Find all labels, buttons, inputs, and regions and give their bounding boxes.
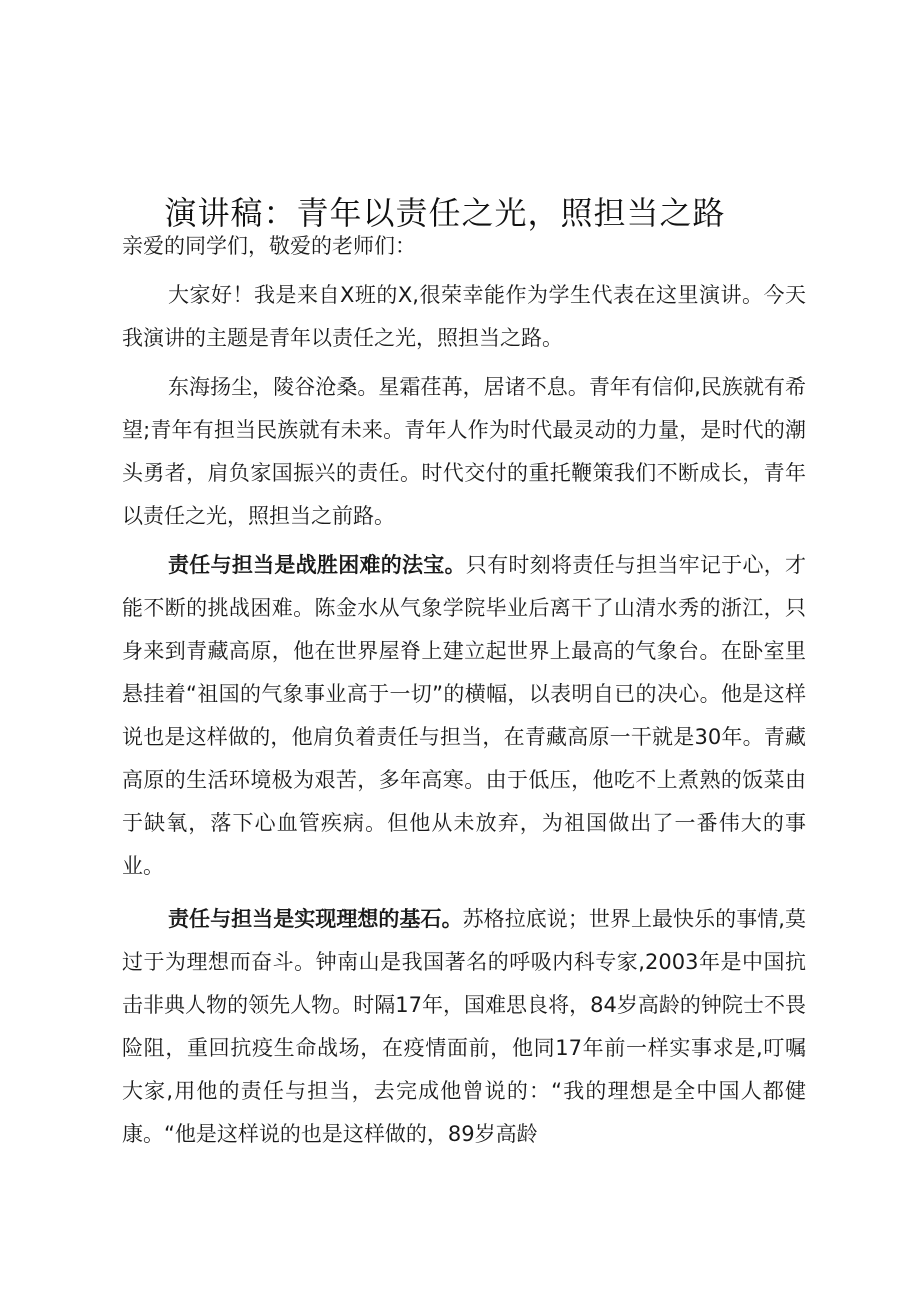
paragraph-ideal [122,898,806,1156]
paragraph-lead: 责任与担当是实现理想的基石。 [168,907,463,931]
paragraph-greeting [122,274,806,360]
paragraph-text: 东海扬尘，陵谷沧桑。星霜荏苒，居诸不息。青年有信仰,民族就有希望;青年有担当民族就有未来。青年人作为时代最灵动的力量，是时代的潮头勇者，肩负家国振兴的责任。时代交付的重托鞭策我们不断成长，青年以责任之光，照担当之前路。 [122,375,806,528]
document-body [122,225,806,1156]
paragraph-intro [122,366,806,538]
paragraph-text: 苏格拉底说；世界上最快乐的事情,莫过于为理想而奋斗。钟南山是我国著名的呼吸内科专家,2003年是中国抗击非典人物的领先人物。时隔17年，国难思良将，84岁高龄的钟院士不畏险阻，重回抗疫生命战场，在疫情面前，他同17年前一样实事求是,叮嘱大家,用他的责任与担当，去完成他曾说的：“我的理想是全中国人都健康。“他是这样说的也是这样做的，89岁高龄 [122,907,806,1146]
salutation: 亲爱的同学们，敬爱的老师们： [122,234,416,258]
paragraph-difficulty [122,544,806,888]
paragraph-text: 大家好！我是来自X班的X,很荣幸能作为学生代表在这里演讲。今天我演讲的主题是青年以责任之光，照担当之路。 [122,283,806,350]
document-title: 演讲稿：青年以责任之光，照担当之路 [164,194,726,233]
paragraph-text: 只有时刻将责任与担当牢记于心，才能不断的挑战困难。陈金水从气象学院毕业后离干了山清水秀的浙江，只身来到青藏高原，他在世界屋脊上建立起世界上最高的气象台。在卧室里悬挂着“祖国的气象事业高于一切”的横幅，以表明自已的决心。他是这样说也是这样做的，他肩负着责任与担当，在青藏高原一干就是30年。青藏高原的生活环境极为艰苦，多年高寒。由于低压，他吃不上煮熟的饭菜由于缺氧，落下心血管疾病。但他从未放弃，为祖国做出了一番伟大的事业。 [122,553,807,878]
paragraph-lead: 责任与担当是战胜困难的法宝。 [168,553,466,577]
